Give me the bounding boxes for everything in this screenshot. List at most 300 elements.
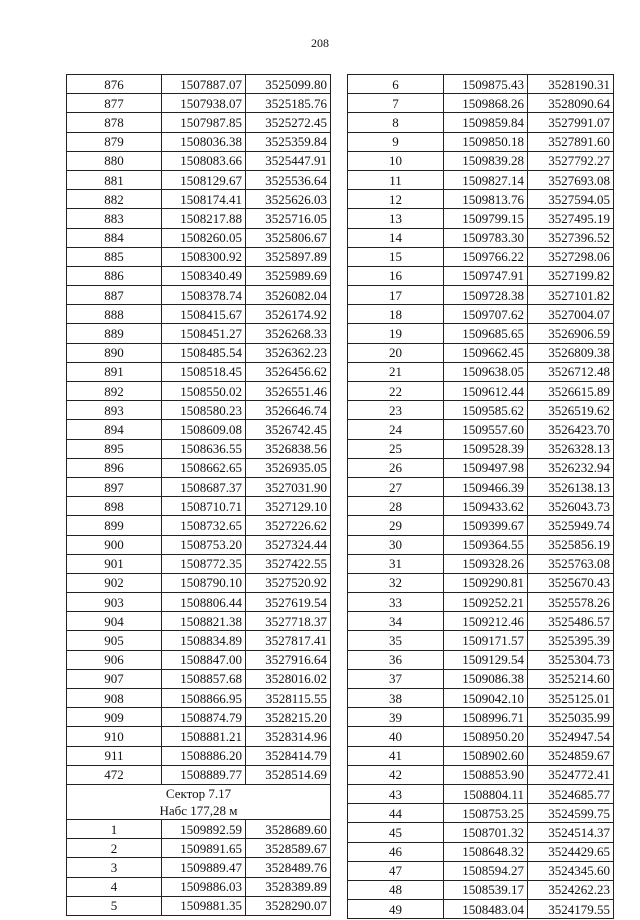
point-number-cell: 27 <box>348 477 444 496</box>
point-number-cell: 48 <box>348 880 444 899</box>
table-row <box>67 170 331 189</box>
y-coordinate-cell: 3527891.60 <box>528 132 614 151</box>
point-number-cell: 26 <box>348 458 444 477</box>
table-row <box>67 305 331 324</box>
x-coordinate-cell: 1508174.41 <box>162 190 246 209</box>
y-coordinate-cell: 3525272.45 <box>246 113 331 132</box>
y-coordinate-cell: 3527520.92 <box>246 573 331 592</box>
y-coordinate-cell: 3525185.76 <box>246 94 331 113</box>
x-coordinate-cell: 1509528.39 <box>444 439 528 458</box>
point-number-cell: 908 <box>67 689 162 708</box>
point-number-cell: 32 <box>348 573 444 592</box>
sector-title: Сектор 7.17 <box>165 785 232 801</box>
point-number-cell: 38 <box>348 689 444 708</box>
table-row <box>348 842 614 861</box>
y-coordinate-cell: 3525897.89 <box>246 247 331 266</box>
y-coordinate-cell: 3526138.13 <box>528 477 614 496</box>
x-coordinate-cell: 1509728.38 <box>444 286 528 305</box>
point-number-cell: 13 <box>348 209 444 228</box>
table-row <box>67 631 331 650</box>
point-number-cell: 49 <box>348 900 444 919</box>
x-coordinate-cell: 1508804.11 <box>444 784 528 803</box>
x-coordinate-cell: 1508378.74 <box>162 286 246 305</box>
table-row <box>348 631 614 650</box>
table-row <box>67 727 331 746</box>
y-coordinate-cell: 3524599.75 <box>528 804 614 823</box>
table-row <box>67 228 331 247</box>
x-coordinate-cell: 1508636.55 <box>162 439 246 458</box>
point-number-cell: 876 <box>67 75 162 94</box>
y-coordinate-cell: 3525763.08 <box>528 554 614 573</box>
table-row <box>67 324 331 343</box>
x-coordinate-cell: 1508753.20 <box>162 535 246 554</box>
table-row <box>348 765 614 784</box>
x-coordinate-cell: 1509497.98 <box>444 458 528 477</box>
point-number-cell: 901 <box>67 554 162 573</box>
point-number-cell: 28 <box>348 497 444 516</box>
y-coordinate-cell: 3524947.54 <box>528 727 614 746</box>
x-coordinate-cell: 1509252.21 <box>444 593 528 612</box>
y-coordinate-cell: 3528215.20 <box>246 708 331 727</box>
y-coordinate-cell: 3524179.55 <box>528 900 614 919</box>
y-coordinate-cell: 3527693.08 <box>528 170 614 189</box>
y-coordinate-cell: 3526082.04 <box>246 286 331 305</box>
x-coordinate-cell: 1508772.35 <box>162 554 246 573</box>
table-row <box>348 266 614 285</box>
coordinates-table-left <box>66 74 331 916</box>
table-row <box>348 593 614 612</box>
table-row <box>67 535 331 554</box>
y-coordinate-cell: 3524685.77 <box>528 784 614 803</box>
table-row <box>67 286 331 305</box>
x-coordinate-cell: 1509662.45 <box>444 343 528 362</box>
point-number-cell: 46 <box>348 842 444 861</box>
table-row <box>348 708 614 727</box>
point-number-cell: 34 <box>348 612 444 631</box>
table-row <box>67 190 331 209</box>
point-number-cell: 911 <box>67 746 162 765</box>
y-coordinate-cell: 3527324.44 <box>246 535 331 554</box>
table-row <box>348 420 614 439</box>
table-row <box>67 650 331 669</box>
y-coordinate-cell: 3525949.74 <box>528 516 614 535</box>
table-row <box>67 839 331 858</box>
point-number-cell: 899 <box>67 516 162 535</box>
sector-header <box>67 784 331 819</box>
table-row <box>348 343 614 362</box>
x-coordinate-cell: 1508580.23 <box>162 401 246 420</box>
y-coordinate-cell: 3528489.76 <box>246 858 331 877</box>
x-coordinate-cell: 1508902.60 <box>444 746 528 765</box>
y-coordinate-cell: 3527619.54 <box>246 593 331 612</box>
x-coordinate-cell: 1508701.32 <box>444 823 528 842</box>
table-row <box>348 151 614 170</box>
x-coordinate-cell: 1508539.17 <box>444 880 528 899</box>
x-coordinate-cell: 1508129.67 <box>162 170 246 189</box>
point-number-cell: 890 <box>67 343 162 362</box>
y-coordinate-cell: 3524345.60 <box>528 861 614 880</box>
table-row <box>348 861 614 880</box>
x-coordinate-cell: 1509638.05 <box>444 362 528 381</box>
y-coordinate-cell: 3526328.13 <box>528 439 614 458</box>
point-number-cell: 3 <box>67 858 162 877</box>
table-row <box>348 247 614 266</box>
point-number-cell: 888 <box>67 305 162 324</box>
table-row <box>67 75 331 94</box>
point-number-cell: 896 <box>67 458 162 477</box>
point-number-cell: 900 <box>67 535 162 554</box>
table-row <box>348 113 614 132</box>
table-row <box>348 190 614 209</box>
x-coordinate-cell: 1509875.43 <box>444 75 528 94</box>
y-coordinate-cell: 3528389.89 <box>246 877 331 896</box>
point-number-cell: 1 <box>67 819 162 838</box>
point-number-cell: 904 <box>67 612 162 631</box>
point-number-cell: 902 <box>67 573 162 592</box>
y-coordinate-cell: 3528290.07 <box>246 896 331 915</box>
point-number-cell: 17 <box>348 286 444 305</box>
y-coordinate-cell: 3528689.60 <box>246 819 331 838</box>
y-coordinate-cell: 3528090.64 <box>528 94 614 113</box>
x-coordinate-cell: 1507987.85 <box>162 113 246 132</box>
table-row <box>348 746 614 765</box>
table-row <box>348 535 614 554</box>
y-coordinate-cell: 3526906.59 <box>528 324 614 343</box>
table-row <box>67 382 331 401</box>
x-coordinate-cell: 1508732.65 <box>162 516 246 535</box>
y-coordinate-cell: 3524262.23 <box>528 880 614 899</box>
point-number-cell: 880 <box>67 151 162 170</box>
table-row <box>348 727 614 746</box>
x-coordinate-cell: 1508415.67 <box>162 305 246 324</box>
x-coordinate-cell: 1508996.71 <box>444 708 528 727</box>
y-coordinate-cell: 3525447.91 <box>246 151 331 170</box>
table-row <box>67 343 331 362</box>
coordinates-table-right <box>347 74 614 919</box>
point-number-cell: 40 <box>348 727 444 746</box>
table-row <box>67 94 331 113</box>
table-row <box>348 516 614 535</box>
table-row <box>67 593 331 612</box>
x-coordinate-cell: 1508260.05 <box>162 228 246 247</box>
x-coordinate-cell: 1507938.07 <box>162 94 246 113</box>
x-coordinate-cell: 1509827.14 <box>444 170 528 189</box>
x-coordinate-cell: 1509891.65 <box>162 839 246 858</box>
point-number-cell: 886 <box>67 266 162 285</box>
table-row <box>348 362 614 381</box>
table-row <box>348 209 614 228</box>
x-coordinate-cell: 1509612.44 <box>444 382 528 401</box>
point-number-cell: 6 <box>348 75 444 94</box>
table-row <box>67 420 331 439</box>
y-coordinate-cell: 3525670.43 <box>528 573 614 592</box>
x-coordinate-cell: 1508451.27 <box>162 324 246 343</box>
y-coordinate-cell: 3526615.89 <box>528 382 614 401</box>
x-coordinate-cell: 1508217.88 <box>162 209 246 228</box>
y-coordinate-cell: 3528190.31 <box>528 75 614 94</box>
table-row <box>348 324 614 343</box>
point-number-cell: 39 <box>348 708 444 727</box>
y-coordinate-cell: 3524859.67 <box>528 746 614 765</box>
x-coordinate-cell: 1509171.57 <box>444 631 528 650</box>
x-coordinate-cell: 1509747.91 <box>444 266 528 285</box>
y-coordinate-cell: 3525214.60 <box>528 669 614 688</box>
table-row <box>348 228 614 247</box>
table-row <box>67 708 331 727</box>
x-coordinate-cell: 1508821.38 <box>162 612 246 631</box>
y-coordinate-cell: 3528589.67 <box>246 839 331 858</box>
point-number-cell: 893 <box>67 401 162 420</box>
y-coordinate-cell: 3528016.02 <box>246 669 331 688</box>
table-row <box>348 305 614 324</box>
x-coordinate-cell: 1509783.30 <box>444 228 528 247</box>
point-number-cell: 905 <box>67 631 162 650</box>
x-coordinate-cell: 1509707.62 <box>444 305 528 324</box>
point-number-cell: 24 <box>348 420 444 439</box>
x-coordinate-cell: 1509839.28 <box>444 151 528 170</box>
x-coordinate-cell: 1508687.37 <box>162 477 246 496</box>
x-coordinate-cell: 1508083.66 <box>162 151 246 170</box>
y-coordinate-cell: 3525536.64 <box>246 170 331 189</box>
point-number-cell: 878 <box>67 113 162 132</box>
y-coordinate-cell: 3524772.41 <box>528 765 614 784</box>
y-coordinate-cell: 3527396.52 <box>528 228 614 247</box>
x-coordinate-cell: 1508874.79 <box>162 708 246 727</box>
x-coordinate-cell: 1508806.44 <box>162 593 246 612</box>
point-number-cell: 25 <box>348 439 444 458</box>
table-row <box>348 573 614 592</box>
y-coordinate-cell: 3526742.45 <box>246 420 331 439</box>
point-number-cell: 907 <box>67 669 162 688</box>
table-row <box>348 650 614 669</box>
point-number-cell: 21 <box>348 362 444 381</box>
y-coordinate-cell: 3527226.62 <box>246 516 331 535</box>
table-row <box>348 477 614 496</box>
point-number-cell: 42 <box>348 765 444 784</box>
x-coordinate-cell: 1508648.32 <box>444 842 528 861</box>
table-row <box>348 497 614 516</box>
point-number-cell: 472 <box>67 765 162 784</box>
x-coordinate-cell: 1508609.08 <box>162 420 246 439</box>
point-number-cell: 909 <box>67 708 162 727</box>
x-coordinate-cell: 1509290.81 <box>444 573 528 592</box>
x-coordinate-cell: 1508710.71 <box>162 497 246 516</box>
x-coordinate-cell: 1508950.20 <box>444 727 528 746</box>
point-number-cell: 47 <box>348 861 444 880</box>
sector-header-row <box>67 784 331 819</box>
y-coordinate-cell: 3527422.55 <box>246 554 331 573</box>
point-number-cell: 883 <box>67 209 162 228</box>
table-row <box>67 669 331 688</box>
x-coordinate-cell: 1508834.89 <box>162 631 246 650</box>
point-number-cell: 10 <box>348 151 444 170</box>
point-number-cell: 15 <box>348 247 444 266</box>
point-number-cell: 19 <box>348 324 444 343</box>
y-coordinate-cell: 3527004.07 <box>528 305 614 324</box>
y-coordinate-cell: 3526232.94 <box>528 458 614 477</box>
point-number-cell: 2 <box>67 839 162 858</box>
table-row <box>67 266 331 285</box>
point-number-cell: 887 <box>67 286 162 305</box>
y-coordinate-cell: 3527031.90 <box>246 477 331 496</box>
x-coordinate-cell: 1509868.26 <box>444 94 528 113</box>
table-row <box>67 458 331 477</box>
point-number-cell: 891 <box>67 362 162 381</box>
table-row <box>67 247 331 266</box>
table-row <box>67 362 331 381</box>
x-coordinate-cell: 1508485.54 <box>162 343 246 362</box>
y-coordinate-cell: 3527101.82 <box>528 286 614 305</box>
table-row <box>348 382 614 401</box>
point-number-cell: 889 <box>67 324 162 343</box>
y-coordinate-cell: 3526935.05 <box>246 458 331 477</box>
x-coordinate-cell: 1509881.35 <box>162 896 246 915</box>
x-coordinate-cell: 1509813.76 <box>444 190 528 209</box>
point-number-cell: 882 <box>67 190 162 209</box>
point-number-cell: 894 <box>67 420 162 439</box>
point-number-cell: 8 <box>348 113 444 132</box>
x-coordinate-cell: 1509889.47 <box>162 858 246 877</box>
y-coordinate-cell: 3526809.38 <box>528 343 614 362</box>
point-number-cell: 877 <box>67 94 162 113</box>
y-coordinate-cell: 3527916.64 <box>246 650 331 669</box>
y-coordinate-cell: 3526838.56 <box>246 439 331 458</box>
point-number-cell: 903 <box>67 593 162 612</box>
table-row <box>67 113 331 132</box>
y-coordinate-cell: 3524429.65 <box>528 842 614 861</box>
y-coordinate-cell: 3528414.79 <box>246 746 331 765</box>
x-coordinate-cell: 1508886.20 <box>162 746 246 765</box>
x-coordinate-cell: 1509212.46 <box>444 612 528 631</box>
y-coordinate-cell: 3527298.06 <box>528 247 614 266</box>
table-row <box>348 439 614 458</box>
point-number-cell: 22 <box>348 382 444 401</box>
point-number-cell: 879 <box>67 132 162 151</box>
x-coordinate-cell: 1508881.21 <box>162 727 246 746</box>
y-coordinate-cell: 3527991.07 <box>528 113 614 132</box>
point-number-cell: 897 <box>67 477 162 496</box>
point-number-cell: 11 <box>348 170 444 189</box>
table-row <box>348 401 614 420</box>
point-number-cell: 910 <box>67 727 162 746</box>
y-coordinate-cell: 3527129.10 <box>246 497 331 516</box>
point-number-cell: 41 <box>348 746 444 765</box>
x-coordinate-cell: 1509328.26 <box>444 554 528 573</box>
table-row <box>67 877 331 896</box>
x-coordinate-cell: 1507887.07 <box>162 75 246 94</box>
point-number-cell: 7 <box>348 94 444 113</box>
table-row <box>67 516 331 535</box>
y-coordinate-cell: 3526712.48 <box>528 362 614 381</box>
y-coordinate-cell: 3525035.99 <box>528 708 614 727</box>
y-coordinate-cell: 3525099.80 <box>246 75 331 94</box>
y-coordinate-cell: 3525989.69 <box>246 266 331 285</box>
x-coordinate-cell: 1508753.25 <box>444 804 528 823</box>
point-number-cell: 5 <box>67 896 162 915</box>
x-coordinate-cell: 1509886.03 <box>162 877 246 896</box>
point-number-cell: 18 <box>348 305 444 324</box>
table-row <box>348 900 614 919</box>
table-row <box>67 573 331 592</box>
table-row <box>67 746 331 765</box>
y-coordinate-cell: 3525359.84 <box>246 132 331 151</box>
point-number-cell: 45 <box>348 823 444 842</box>
x-coordinate-cell: 1509799.15 <box>444 209 528 228</box>
table-row <box>348 804 614 823</box>
y-coordinate-cell: 3526456.62 <box>246 362 331 381</box>
table-row <box>67 497 331 516</box>
table-row <box>348 132 614 151</box>
table-row <box>67 896 331 915</box>
y-coordinate-cell: 3527718.37 <box>246 612 331 631</box>
y-coordinate-cell: 3525395.39 <box>528 631 614 650</box>
point-number-cell: 898 <box>67 497 162 516</box>
table-row <box>348 612 614 631</box>
x-coordinate-cell: 1509685.65 <box>444 324 528 343</box>
y-coordinate-cell: 3526174.92 <box>246 305 331 324</box>
table-row <box>348 286 614 305</box>
y-coordinate-cell: 3527594.05 <box>528 190 614 209</box>
y-coordinate-cell: 3525856.19 <box>528 535 614 554</box>
x-coordinate-cell: 1508340.49 <box>162 266 246 285</box>
y-coordinate-cell: 3526646.74 <box>246 401 331 420</box>
point-number-cell: 884 <box>67 228 162 247</box>
y-coordinate-cell: 3525626.03 <box>246 190 331 209</box>
table-row <box>67 132 331 151</box>
y-coordinate-cell: 3526268.33 <box>246 324 331 343</box>
x-coordinate-cell: 1508853.90 <box>444 765 528 784</box>
y-coordinate-cell: 3525806.67 <box>246 228 331 247</box>
x-coordinate-cell: 1508847.00 <box>162 650 246 669</box>
x-coordinate-cell: 1509557.60 <box>444 420 528 439</box>
point-number-cell: 44 <box>348 804 444 823</box>
y-coordinate-cell: 3526551.46 <box>246 382 331 401</box>
point-number-cell: 881 <box>67 170 162 189</box>
x-coordinate-cell: 1509466.39 <box>444 477 528 496</box>
table-row <box>348 880 614 899</box>
y-coordinate-cell: 3527792.27 <box>528 151 614 170</box>
x-coordinate-cell: 1509850.18 <box>444 132 528 151</box>
x-coordinate-cell: 1509364.55 <box>444 535 528 554</box>
point-number-cell: 4 <box>67 877 162 896</box>
x-coordinate-cell: 1509433.62 <box>444 497 528 516</box>
point-number-cell: 43 <box>348 784 444 803</box>
y-coordinate-cell: 3528314.96 <box>246 727 331 746</box>
x-coordinate-cell: 1509859.84 <box>444 113 528 132</box>
table-row <box>348 784 614 803</box>
table-row <box>67 612 331 631</box>
point-number-cell: 30 <box>348 535 444 554</box>
point-number-cell: 892 <box>67 382 162 401</box>
point-number-cell: 35 <box>348 631 444 650</box>
table-row <box>67 765 331 784</box>
y-coordinate-cell: 3527199.82 <box>528 266 614 285</box>
sector-subtitle: Набс 177,28 м <box>159 802 238 818</box>
point-number-cell: 9 <box>348 132 444 151</box>
y-coordinate-cell: 3524514.37 <box>528 823 614 842</box>
y-coordinate-cell: 3525578.26 <box>528 593 614 612</box>
table-row <box>67 819 331 838</box>
point-number-cell: 36 <box>348 650 444 669</box>
point-number-cell: 29 <box>348 516 444 535</box>
table-row <box>67 689 331 708</box>
table-row <box>67 554 331 573</box>
page-number: 208 <box>311 36 329 50</box>
table-row <box>348 170 614 189</box>
point-number-cell: 31 <box>348 554 444 573</box>
point-number-cell: 33 <box>348 593 444 612</box>
table-row <box>67 477 331 496</box>
